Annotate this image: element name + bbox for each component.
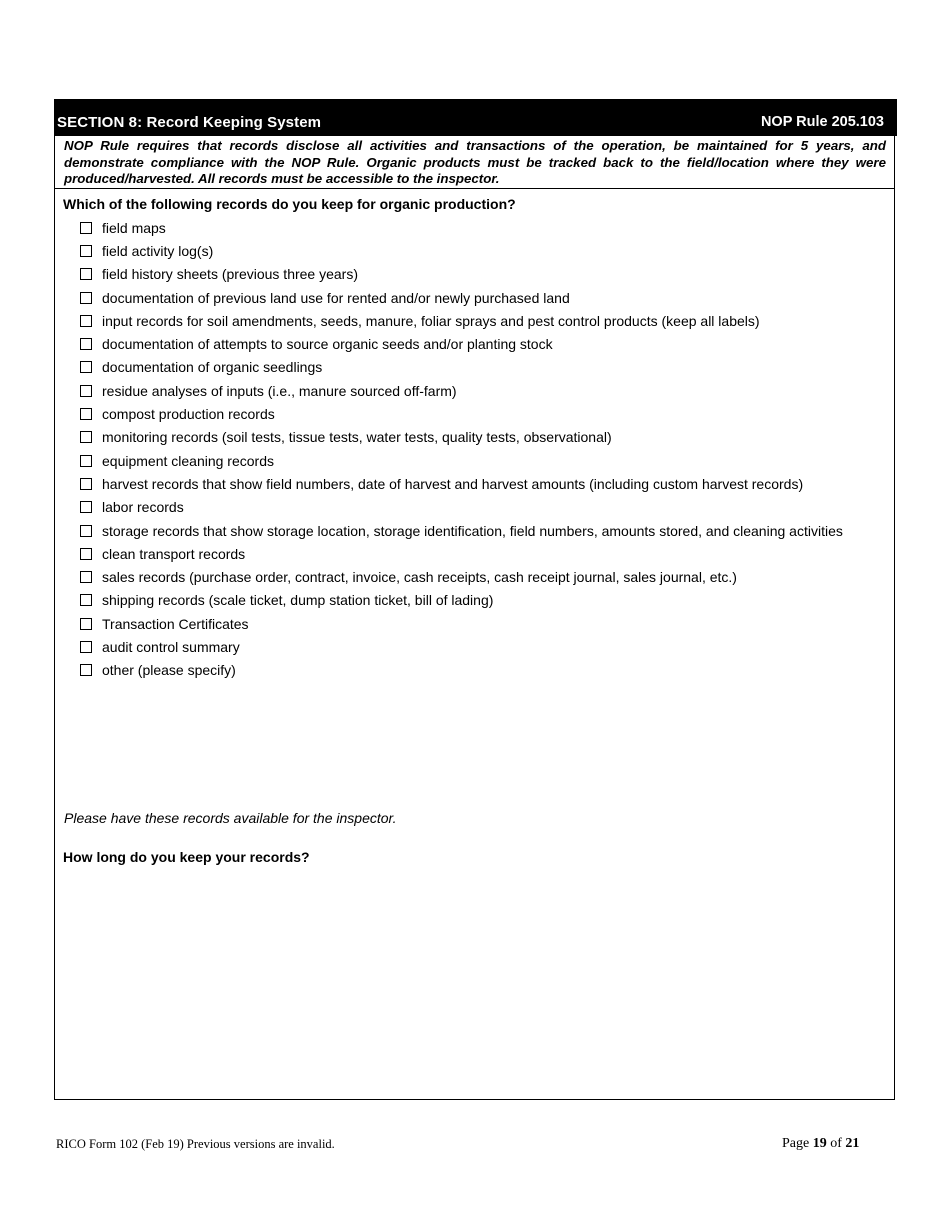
record-checkbox[interactable] [80, 664, 92, 676]
record-checkbox[interactable] [80, 571, 92, 583]
record-checkbox[interactable] [80, 501, 92, 513]
record-option[interactable] [80, 309, 843, 332]
section-header [54, 99, 897, 136]
records-kept-question: Which of the following records do you keep for organic production? [63, 196, 516, 212]
record-option[interactable] [80, 612, 843, 635]
inspector-note: Please have these records available for the inspector. [64, 810, 397, 826]
record-option-label: documentation of attempts to source organic seeds and/or planting stock [102, 336, 553, 353]
record-option[interactable] [80, 239, 843, 262]
nop-rule-reference: NOP Rule 205.103 [760, 114, 884, 130]
record-option-label: compost production records [102, 406, 275, 423]
record-option-label: field history sheets (previous three years) [102, 266, 358, 283]
record-checkbox[interactable] [80, 455, 92, 467]
retention-question: How long do you keep your records? [63, 849, 310, 865]
record-option-label: field maps [102, 219, 166, 236]
page-total: 21 [845, 1136, 860, 1151]
record-option-label: storage records that show storage location, storage identification, field numbers, amounts stored, and cleaning activities [102, 522, 843, 539]
record-option[interactable] [80, 472, 843, 495]
record-checkbox[interactable] [80, 292, 92, 304]
record-option[interactable] [80, 589, 843, 612]
record-option[interactable] [80, 496, 843, 519]
record-option[interactable] [80, 263, 843, 286]
record-option[interactable] [80, 216, 843, 239]
record-option-label: Transaction Certificates [102, 615, 249, 632]
nop-rule-notice: NOP Rule requires that records disclose all activities and transactions of the operation, be maintained for 5 years, and demonstrate compliance with the NOP Rule. Organic products must be tracked back to the field/location where they were produced/harvested. All records must be accessible to the inspector. [64, 138, 886, 186]
record-option-label: monitoring records (soil tests, tissue tests, water tests, quality tests, observational) [102, 429, 612, 446]
record-option[interactable] [80, 635, 843, 658]
section-title: SECTION 8: Record Keeping System [57, 114, 322, 131]
record-checkbox[interactable] [80, 268, 92, 280]
record-option[interactable] [80, 356, 843, 379]
record-option[interactable] [80, 402, 843, 425]
form-version-footer: RICO Form 102 (Feb 19) Previous versions are invalid. [56, 1137, 335, 1151]
record-checkbox[interactable] [80, 385, 92, 397]
record-checkbox[interactable] [80, 245, 92, 257]
record-option-label: residue analyses of inputs (i.e., manure sourced off-farm) [102, 382, 457, 399]
record-option[interactable] [80, 659, 843, 682]
section-8-form [54, 99, 895, 1100]
record-option-label: documentation of organic seedlings [102, 359, 323, 376]
record-checkbox[interactable] [80, 641, 92, 653]
record-option[interactable] [80, 426, 843, 449]
record-checkbox[interactable] [80, 548, 92, 560]
record-option-label: sales records (purchase order, contract, invoice, cash receipts, cash receipt journal, sales journal, etc.) [102, 569, 737, 586]
record-checkbox[interactable] [80, 618, 92, 630]
record-option[interactable] [80, 449, 843, 472]
page-current: 19 [812, 1136, 827, 1151]
record-option-label: equipment cleaning records [102, 452, 274, 469]
records-checklist [80, 216, 843, 682]
record-option-label: shipping records (scale ticket, dump station ticket, bill of lading) [102, 592, 494, 609]
page-word: Page [782, 1136, 810, 1151]
record-checkbox[interactable] [80, 315, 92, 327]
record-checkbox[interactable] [80, 408, 92, 420]
record-option-label: input records for soil amendments, seeds, manure, foliar sprays and pest control products (keep all labels) [102, 312, 760, 329]
record-checkbox[interactable] [80, 338, 92, 350]
record-checkbox[interactable] [80, 478, 92, 490]
record-checkbox[interactable] [80, 594, 92, 606]
record-option[interactable] [80, 286, 843, 309]
record-option[interactable] [80, 542, 843, 565]
record-option-label: field activity log(s) [102, 242, 214, 259]
page-number [782, 1136, 859, 1152]
record-option[interactable] [80, 379, 843, 402]
record-option[interactable] [80, 565, 843, 588]
record-checkbox[interactable] [80, 525, 92, 537]
record-option-label: clean transport records [102, 545, 246, 562]
record-option-label: documentation of previous land use for rented and/or newly purchased land [102, 289, 570, 306]
of-word: of [830, 1136, 842, 1151]
record-option-label: labor records [102, 499, 184, 516]
record-option-label: audit control summary [102, 638, 240, 655]
record-checkbox[interactable] [80, 431, 92, 443]
notice-divider [55, 188, 894, 189]
record-option[interactable] [80, 332, 843, 355]
record-option-label: harvest records that show field numbers, date of harvest and harvest amounts (including custom harvest records) [102, 475, 804, 492]
record-option[interactable] [80, 519, 843, 542]
record-option-label: other (please specify) [102, 662, 236, 679]
record-checkbox[interactable] [80, 222, 92, 234]
record-checkbox[interactable] [80, 361, 92, 373]
